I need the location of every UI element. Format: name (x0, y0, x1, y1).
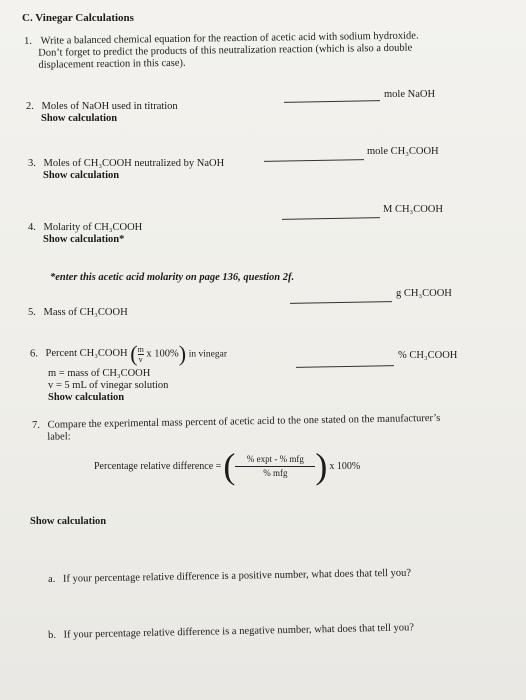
times-100: x 100% (146, 348, 179, 360)
minus-sign: - (274, 453, 278, 464)
close-paren: ) (178, 341, 187, 366)
in-vinegar-label: in vinegar (188, 349, 228, 360)
formula-label: Percentage relative difference = (94, 460, 222, 472)
open-paren: ( (223, 446, 236, 486)
times-100: x 100% (329, 460, 361, 472)
question-number: 6. (30, 348, 38, 360)
question-text: Moles of NaOH used in titration (41, 101, 178, 112)
fraction-numerator: m (137, 344, 144, 354)
section-title: C. Vinegar Calculations (22, 12, 134, 24)
mfg-percent: % mfg (279, 453, 304, 464)
fraction-numerator (247, 453, 304, 466)
answer-line[interactable] (284, 100, 380, 103)
mass-definition: m = mass of CH₃COOH (48, 368, 151, 379)
answer-line[interactable] (296, 365, 394, 368)
show-calculation-label: Show calculation (41, 113, 118, 124)
close-paren: ) (315, 446, 328, 486)
unit-label: mole NaOH (384, 89, 436, 100)
question-text: Write a balanced chemical equation for the reaction of acetic acid with sodium hydroxide. (40, 30, 419, 47)
question-number: 2. (26, 101, 34, 112)
answer-line[interactable] (290, 301, 392, 304)
question-number: 1. (24, 35, 33, 47)
question-5 (28, 307, 128, 319)
relative-difference-formula (94, 448, 360, 484)
volume-definition: v = 5 mL of vinegar solution (48, 380, 169, 391)
expt-percent: % expt (246, 453, 273, 464)
question-3 (28, 158, 224, 182)
question-text: Mass of CH₃COOH (43, 307, 128, 318)
question-text: Moles of CH₃COOH neutralized by NaOH (43, 158, 225, 169)
question-2 (26, 101, 178, 125)
sub-question-a (48, 568, 411, 586)
question-number: 4. (28, 222, 36, 233)
unit-label: g CH₃COOH (396, 288, 452, 299)
sub-question-b (48, 622, 414, 642)
fraction-denominator: v (138, 354, 143, 364)
question-6 (30, 343, 227, 365)
unit-label: mole CH₃COOH (367, 146, 439, 157)
sub-question-text: If your percentage relative difference is a positive number, what does that tell you? (62, 567, 412, 585)
question-text: displacement reaction in this case). (38, 57, 186, 71)
show-calculation-label: Show calculation (48, 392, 125, 403)
unit-label: M CH₃COOH (383, 204, 443, 215)
show-calculation-label: Show calculation (30, 516, 107, 527)
molarity-note: *enter this acetic acid molarity on page 136, question 2f. (50, 272, 295, 283)
sub-question-letter: a. (48, 573, 56, 585)
question-text: Compare the experimental mass percent of acetic acid to the one stated on the manufacturer’s (47, 412, 441, 431)
question-text: Don’t forget to predict the products of this neutralization reaction (which is also a double (38, 42, 413, 59)
question-number: 5. (28, 307, 36, 318)
question-4 (28, 222, 142, 246)
show-calculation-label: Show calculation (43, 170, 120, 181)
question-text: Molarity of CH₃COOH (43, 222, 143, 233)
answer-line[interactable] (282, 217, 380, 220)
question-7 (32, 413, 441, 444)
q6-definitions (48, 368, 168, 404)
percent-label: Percent CH₃COOH (45, 348, 128, 360)
mass-volume-fraction (138, 345, 144, 364)
question-number: 7. (32, 419, 41, 431)
show-calculation-label: Show calculation* (43, 234, 125, 245)
formula-fraction (235, 453, 315, 480)
question-number: 3. (28, 158, 36, 169)
unit-label: % CH₃COOH (398, 350, 458, 361)
sub-question-text: If your percentage relative difference is a negative number, what does that tell you? (63, 622, 415, 641)
question-text: label: (47, 431, 71, 443)
fraction-denominator: % mfg (263, 467, 288, 478)
open-paren: ( (130, 341, 138, 366)
answer-line[interactable] (264, 159, 364, 162)
sub-question-letter: b. (48, 629, 57, 641)
question-1 (24, 30, 419, 72)
